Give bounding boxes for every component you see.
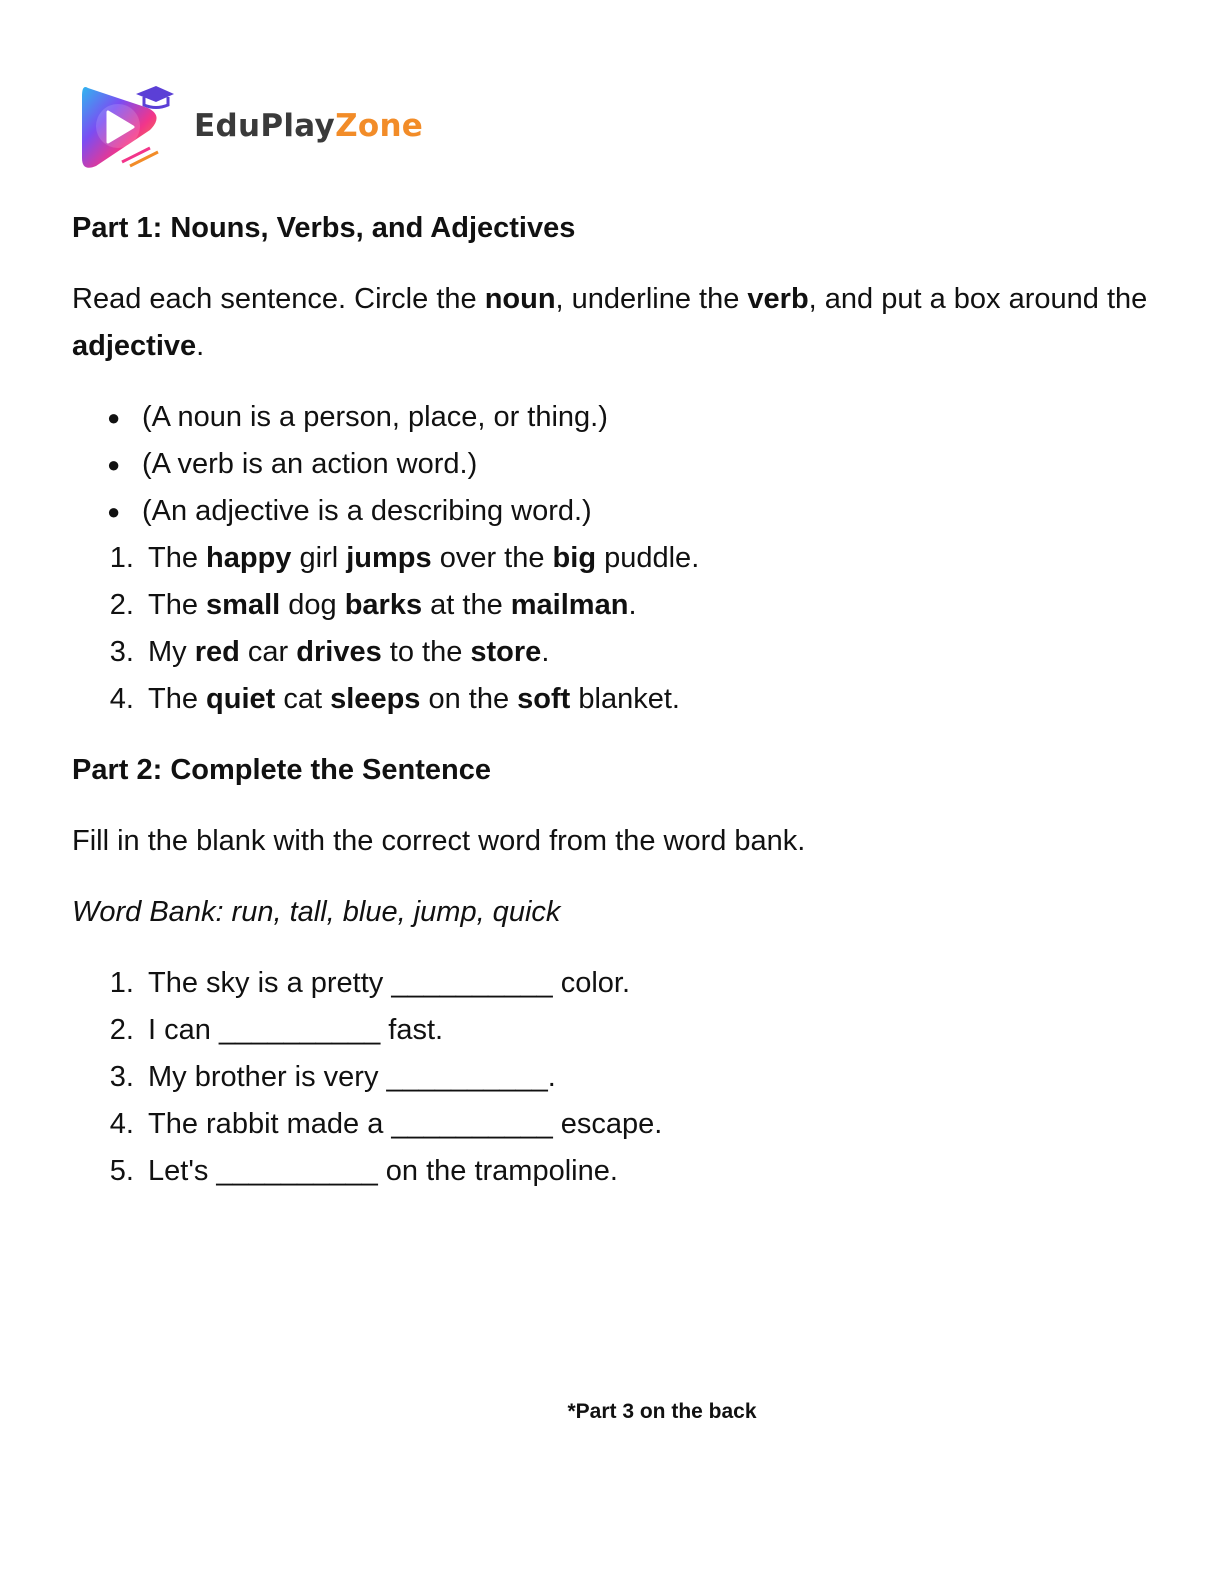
fill-blank-item: 3. My brother is very __________. [142,1054,1152,1101]
fill-blank-item: 5. Let's __________ on the trampoline. [142,1148,1152,1195]
brand-name [194,108,423,144]
part1-sentence-list [72,535,1152,723]
instr-text-2: , underline the [555,283,748,315]
part2-instructions: Fill in the blank with the correct word from the word bank. [72,825,806,857]
definition-item: ● (An adjective is a describing word.) [142,488,1152,535]
sentence-item: 4. The quiet cat sleeps on the soft blanket. [142,676,1152,723]
part1-heading: Part 1: Nouns, Verbs, and Adjectives [72,212,576,244]
footer-note: *Part 3 on the back [567,1400,757,1423]
brand-part-1: EduPlay [194,108,336,144]
answer-blank[interactable]: __________ [218,1014,381,1046]
part2-sentence-list [72,960,1152,1195]
worksheet-content [72,205,1152,1195]
part2-heading: Part 2: Complete the Sentence [72,754,491,786]
instr-text-4: . [196,330,205,362]
answer-blank[interactable]: __________ [216,1155,378,1187]
part1-instructions [72,276,1152,370]
definitions-list [72,394,1152,535]
instr-text-3: , and put a box around the [808,283,1148,315]
sentence-item: 3. My red car drives to the store. [142,629,1152,676]
instr-noun: noun [484,283,556,315]
instr-text-1: Read each sentence. Circle the [72,283,485,315]
sentence-item: 1. The happy girl jumps over the big puddle. [142,535,1152,582]
instr-adjective: adjective [72,330,197,362]
word-bank: Word Bank: run, tall, blue, jump, quick [72,896,561,928]
answer-blank[interactable]: __________ [391,1108,553,1140]
answer-blank[interactable]: __________ [391,967,553,999]
fill-blank-item: 2. I can __________ fast. [142,1007,1152,1054]
answer-blank[interactable]: __________ [386,1061,548,1093]
brand-part-2: Zone [335,108,424,144]
fill-blank-item: 4. The rabbit made a __________ escape. [142,1101,1152,1148]
instr-verb: verb [747,283,809,315]
sentence-item: 2. The small dog barks at the mailman. [142,582,1152,629]
play-logo-icon [78,80,174,172]
fill-blank-item: 1. The sky is a pretty __________ color. [142,960,1152,1007]
definition-item: ● (A noun is a person, place, or thing.) [142,394,1152,441]
definition-item: ● (A verb is an action word.) [142,441,1152,488]
logo [78,80,423,172]
